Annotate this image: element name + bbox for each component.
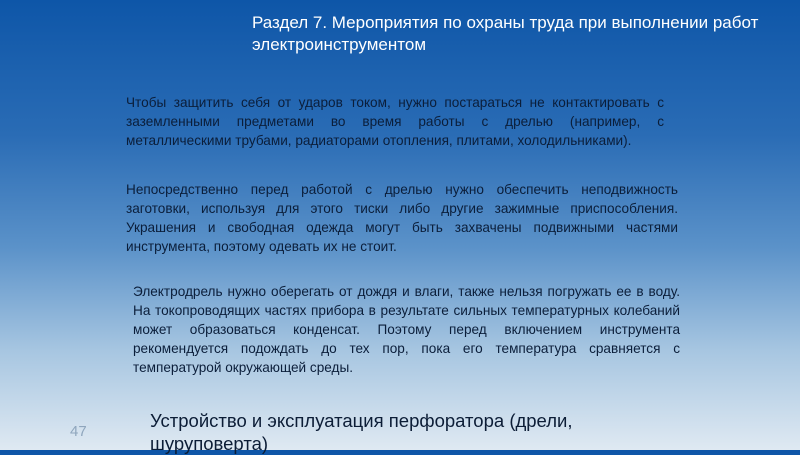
paragraph-electric-shock: Чтобы защитить себя от ударов током, нужно постараться не контактировать с заземленными предметами во время работы с дрелью (например, с металлическими трубами, радиаторами отопления, плитами, холодильниками). (126, 95, 664, 148)
footer-title: Устройство и эксплуатация перфоратора (дрели, шуруповерта) (150, 410, 573, 454)
paragraph-workpiece-fixing: Непосредственно перед работой с дрелью нужно обеспечить неподвижность заготовки, используя для этого тиски либо другие зажимные приспособления. Украшения и свободная одежда могут быть захвачены подвижными частями инструмента, поэтому одевать их не стоит. (126, 182, 678, 254)
paragraph-moisture-protection: Электродрель нужно оберегать от дождя и влаги, также нельзя погружать ее в воду. На токопроводящих частях прибора в результате сильных температурных колебаний может образоваться конденсат. Поэтому перед включением инструмента рекомендуется подождать до тех пор, пока его температура сравняется с температурой окружающей среды. (133, 284, 680, 375)
page-number: 47 (70, 423, 87, 440)
slide-title: Раздел 7. Мероприятия по охраны труда при выполнении работ электроинструментом (252, 13, 759, 54)
